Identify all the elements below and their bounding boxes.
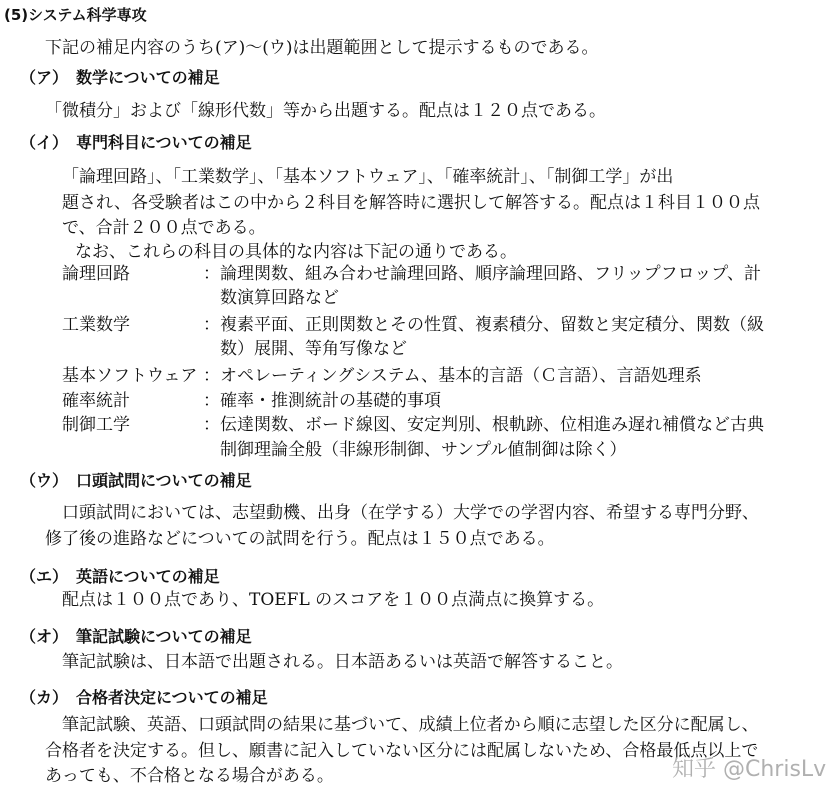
subject-name: 工業数学 bbox=[62, 315, 130, 335]
heading-u: （ウ） 口頭試問についての補足 bbox=[20, 471, 252, 490]
subject-desc: ：論理関数、組み合わせ論理回路、順序論理回路、フリップフロップ、計 bbox=[203, 264, 761, 284]
subject-name: 制御工学 bbox=[62, 415, 130, 435]
heading-i: （イ） 専門科目についての補足 bbox=[20, 133, 252, 152]
subject-desc: 制御理論全般（非線形制御、サンプル値制御は除く） bbox=[220, 440, 627, 460]
subject-desc: ：複素平面、正則関数とその性質、複素積分、留数と実定積分、関数（級 bbox=[203, 315, 764, 335]
body-i-line: なお、これらの科目の具体的な内容は下記の通りである。 bbox=[75, 242, 517, 262]
subject-desc: 数）展開、等角写像など bbox=[220, 339, 407, 359]
body-i-line: で、合計２００点である。 bbox=[62, 218, 266, 238]
body-u-line: 口頭試問においては、志望動機、出身（在学する）大学での学習内容、希望する専門分野、 bbox=[62, 503, 759, 523]
body-e: 配点は１００点であり、TOEFL のスコアを１００点満点に換算する。 bbox=[62, 590, 605, 610]
body-ka-line: 合格者を決定する。但し、願書に記入していない区分には配属しないため、合格最低点以上で bbox=[45, 741, 759, 761]
subject-name: 基本ソフトウェア bbox=[62, 366, 198, 386]
body-i-line: 「論理回路」、「工業数学」、「基本ソフトウェア」、「確率統計」、「制御工学」が出 bbox=[62, 167, 674, 187]
body-ka-line: 筆記試験、英語、口頭試問の結果に基づいて、成績上位者から順に志望した区分に配属し、 bbox=[62, 715, 759, 735]
subject-name: 確率統計 bbox=[62, 391, 130, 411]
heading-a: （ア） 数学についての補足 bbox=[20, 68, 220, 87]
heading-e: （エ） 英語についての補足 bbox=[20, 567, 220, 586]
body-i-line: 題され、各受験者はこの中から２科目を解答時に選択して解答する。配点は１科目１００点 bbox=[62, 193, 761, 213]
subject-desc: ：伝達関数、ボード線図、安定判別、根軌跡、位相進み遅れ補償など古典 bbox=[203, 415, 764, 435]
body-a: 「微積分」および「線形代数」等から出題する。配点は１２０点である。 bbox=[45, 101, 606, 121]
heading-ka: （カ） 合格者決定についての補足 bbox=[20, 688, 268, 707]
body-o: 筆記試験は、日本語で出題される。日本語あるいは英語で解答すること。 bbox=[62, 652, 623, 672]
watermark: 知乎 @ChrisLv bbox=[672, 757, 826, 782]
intro-text: 下記の補足内容のうち(ア)～(ウ)は出題範囲として提示するものである。 bbox=[45, 38, 599, 58]
subject-desc: 数演算回路など bbox=[220, 288, 339, 308]
subject-desc: ：オペレーティングシステム、基本的言語（Ｃ言語）、言語処理系 bbox=[203, 366, 702, 386]
body-ka-line: あっても、不合格となる場合がある。 bbox=[45, 766, 334, 786]
subject-name: 論理回路 bbox=[62, 264, 130, 284]
section-title: (5)システム科学専攻 bbox=[4, 6, 147, 24]
body-u-line: 修了後の進路などについての試問を行う。配点は１５０点である。 bbox=[45, 529, 555, 549]
heading-o: （オ） 筆記試験についての補足 bbox=[20, 627, 252, 646]
subject-desc: ：確率・推測統計の基礎的事項 bbox=[203, 391, 441, 411]
